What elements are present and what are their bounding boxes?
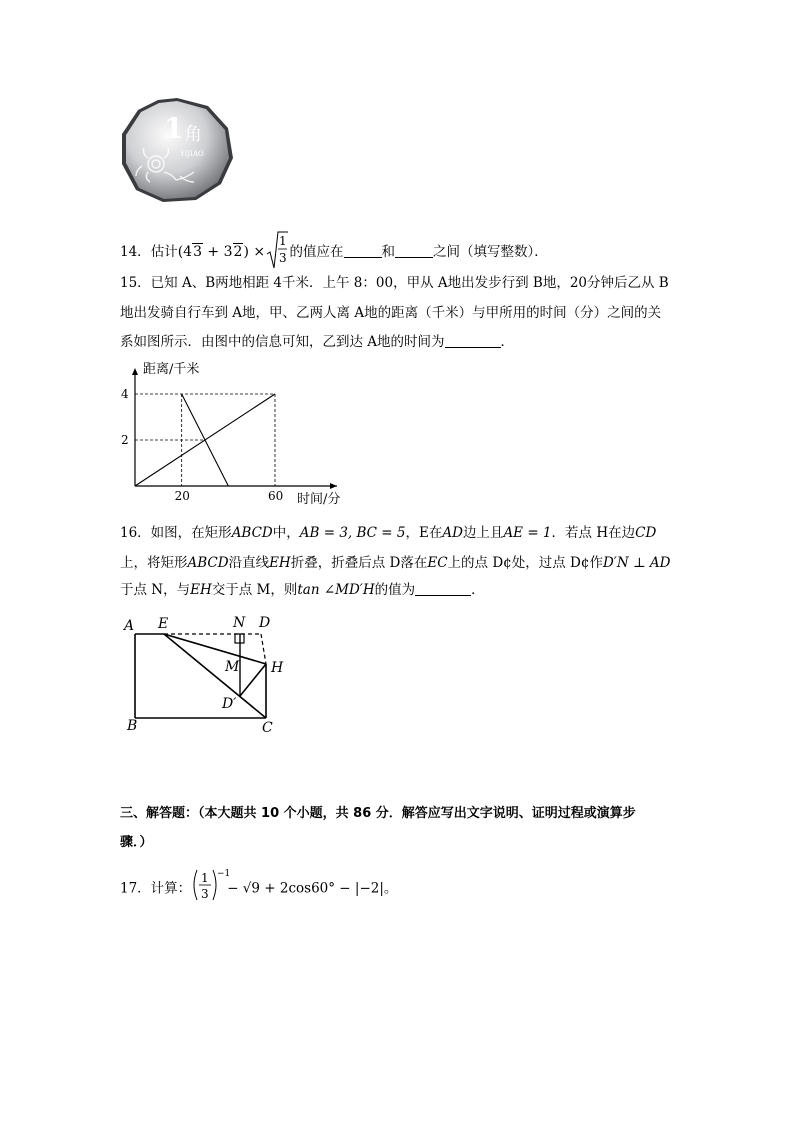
label-h: H <box>271 660 284 676</box>
q16-l1d: AB = 3, BC = 5 <box>299 525 406 541</box>
q16-l2a: 上，将矩形 <box>120 555 188 571</box>
coin-pinyin: YIJIAO <box>180 150 204 158</box>
q16-l2d: EH <box>269 555 291 571</box>
q16-l1a: 16．如图，在矩形 <box>120 525 232 541</box>
q15-line-1: 15．已知 A、B两地相距 4千米．上午 8：00，甲从 A地出发步行到 B地，20分钟后乙从 B <box>120 275 669 291</box>
segment-hd-prime <box>240 664 266 696</box>
q14-number: 14． <box>120 244 151 260</box>
question-17 <box>120 869 398 906</box>
q14-blank-1[interactable] <box>344 243 382 258</box>
q17-fraction <box>191 869 231 906</box>
x-tick-label-60: 60 <box>268 489 284 503</box>
q15-end: ． <box>500 334 515 350</box>
q15-blank[interactable] <box>445 333 501 348</box>
q15-line-2: 地出发骑自行车到 A地，甲、乙两人离 A地的距离（千米）与甲所用的时间（分）之间的关 <box>120 305 662 321</box>
q16-line-3 <box>120 579 485 601</box>
q16-l2f: EC <box>427 555 448 571</box>
q16-l1f: AD <box>442 525 463 541</box>
q17-exponent: −1 <box>217 869 231 879</box>
y-axis-arrow <box>132 368 138 375</box>
q14-tail: 之间（填写整数）． <box>433 244 548 260</box>
q16-l1g: 边上且 <box>462 525 504 541</box>
q16-l2g: 上的点 D¢处，过点 D¢作 <box>447 555 603 571</box>
q16-l2c: 沿直线 <box>228 555 270 571</box>
q17-prefix: 17．计算： <box>120 880 192 897</box>
label-d: D <box>259 615 271 631</box>
y-tick-label-4: 4 <box>121 387 129 401</box>
q16-l2h: D′N ⊥ AD <box>602 555 671 571</box>
q14-prefix: 估计 <box>150 244 178 260</box>
q16-blank[interactable] <box>415 581 471 596</box>
svg-text:3: 3 <box>278 251 287 265</box>
q14-expression: (43 + 32) × 1 3 <box>178 244 290 260</box>
rectangle-fold-figure <box>122 610 292 738</box>
label-b: B <box>127 718 138 734</box>
label-d-prime: D′ <box>222 696 237 712</box>
coin-numeral: 1 <box>164 112 184 145</box>
q15-line-3-text: 系如图所示．由图中的信息可知，乙到达 A地的时间为 <box>120 334 445 350</box>
q16-l2b: ABCD <box>187 555 229 571</box>
q17-frac-num: 1 <box>201 871 209 885</box>
label-m: M <box>225 659 240 675</box>
q16-l1b: ABCD <box>231 525 273 541</box>
q16-l3c: 交于点 M，则 <box>211 582 298 598</box>
coin-denomination: 角 <box>184 124 202 145</box>
q16-l1c: 中， <box>272 525 300 541</box>
label-n: N <box>233 615 246 631</box>
q16-line-1 <box>120 522 656 544</box>
section-3-heading-line-2: 骤．） <box>120 835 153 850</box>
q16-l3a: 于点 N，与 <box>120 582 191 598</box>
q16-l1h: AE = 1 <box>503 525 552 541</box>
segment-ec <box>164 634 266 718</box>
series-line-2 <box>182 394 229 486</box>
label-a: A <box>124 618 135 634</box>
q14-and: 和 <box>381 244 396 260</box>
q16-l3e: 的值为 <box>374 582 416 598</box>
svg-text:1: 1 <box>278 234 287 248</box>
y-tick-label-2: 2 <box>121 433 129 447</box>
q15-line-3 <box>120 331 514 353</box>
segment-eh <box>164 634 266 664</box>
y-axis-label: 距离/千米 <box>143 362 200 377</box>
q16-l1e: ，E在 <box>405 525 443 541</box>
label-c: C <box>262 720 273 736</box>
section-3-heading-line-1: 三、解答题：（本大题共 10 个小题，共 86 分．解答应写出文字说明、证明过程或演算步 <box>120 806 636 821</box>
x-axis-arrow <box>330 483 337 489</box>
x-tick-label-20: 20 <box>174 489 190 503</box>
q17-expression: − √9 + 2cos60° − |−2|。 <box>227 880 398 897</box>
distance-time-chart <box>112 358 352 510</box>
x-axis-label: 时间/分 <box>297 492 341 507</box>
label-e: E <box>158 616 169 632</box>
q17-frac-den: 3 <box>201 887 209 901</box>
coin-image <box>118 96 236 204</box>
q16-l1j: CD <box>635 525 657 541</box>
q14-blank-2[interactable] <box>395 243 433 258</box>
q14-suffix: 的值应在 <box>289 244 344 260</box>
q16-end: ． <box>471 582 485 598</box>
question-14 <box>120 232 548 272</box>
q16-l3d: tan ∠MD′H <box>297 582 375 598</box>
q16-l3b: EH <box>190 582 212 598</box>
q16-l2e: 折叠，折叠后点 D落在 <box>290 555 428 571</box>
q16-l1i: ．若点 H在边 <box>551 525 636 541</box>
q16-line-2 <box>120 552 671 574</box>
dashed-dh <box>261 634 266 664</box>
